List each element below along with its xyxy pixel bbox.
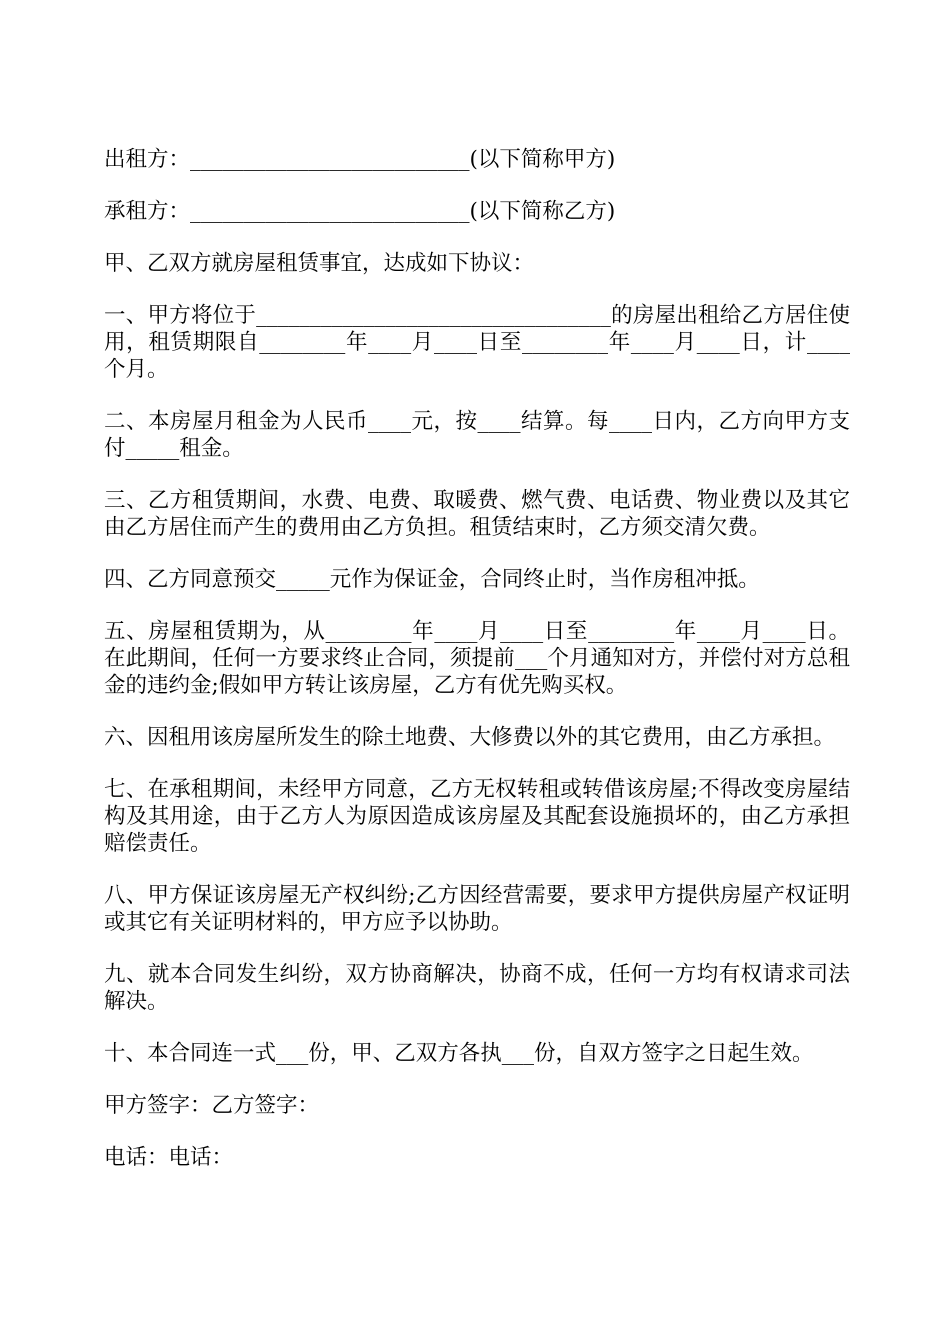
clause-6: 六、因租用该房屋所发生的除土地费、大修费以外的其它费用，由乙方承担。 — [104, 725, 836, 750]
clause-3: 三、乙方租赁期间，水费、电费、取暖费、燃气费、电话费、物业费以及其它由乙方居住而产生的费用由乙方负担。租赁结束时，乙方须交清欠费。 — [104, 488, 850, 540]
signature-line: 甲方签字：乙方签字： — [104, 1093, 320, 1118]
agreement-intro: 甲、乙双方就房屋租赁事宜，达成如下协议： — [104, 251, 535, 276]
phone-line: 电话：电话： — [104, 1145, 234, 1170]
clause-1: 一、甲方将位于_________________________________的房屋出租给乙方居住使用，租赁期限自________年____月____日至________年____月____日，计____个月。 — [104, 303, 850, 382]
clause-10: 十、本合同连一式___份，甲、乙双方各执___份，自双方签字之日起生效。 — [104, 1041, 814, 1066]
clause-8: 八、甲方保证该房屋无产权纠纷;乙方因经营需要，要求甲方提供房屋产权证明或其它有关证明材料的，甲方应予以协助。 — [104, 883, 850, 935]
clause-2: 二、本房屋月租金为人民币____元，按____结算。每____日内，乙方向甲方支付_____租金。 — [104, 409, 850, 461]
clause-7: 七、在承租期间，未经甲方同意，乙方无权转租或转借该房屋;不得改变房屋结构及其用途，由于乙方人为原因造成该房屋及其配套设施损坏的，由乙方承担赔偿责任。 — [104, 777, 850, 856]
clause-9: 九、就本合同发生纠纷，双方协商解决，协商不成，任何一方均有权请求司法解决。 — [104, 962, 850, 1014]
lessor-line: 出租方：__________________________(以下简称甲方) — [104, 147, 616, 172]
lessee-line: 承租方：__________________________(以下简称乙方) — [104, 199, 616, 224]
clause-5: 五、房屋租赁期为，从________年____月____日至________年____月____日。在此期间，任何一方要求终止合同，须提前___个月通知对方，并偿付对方总租金的违约金;假如甲方转让该房屋，乙方有优先购买权。 — [104, 619, 850, 698]
document-body — [104, 146, 850, 1196]
clause-4: 四、乙方同意预交_____元作为保证金，合同终止时，当作房租冲抵。 — [104, 567, 760, 592]
